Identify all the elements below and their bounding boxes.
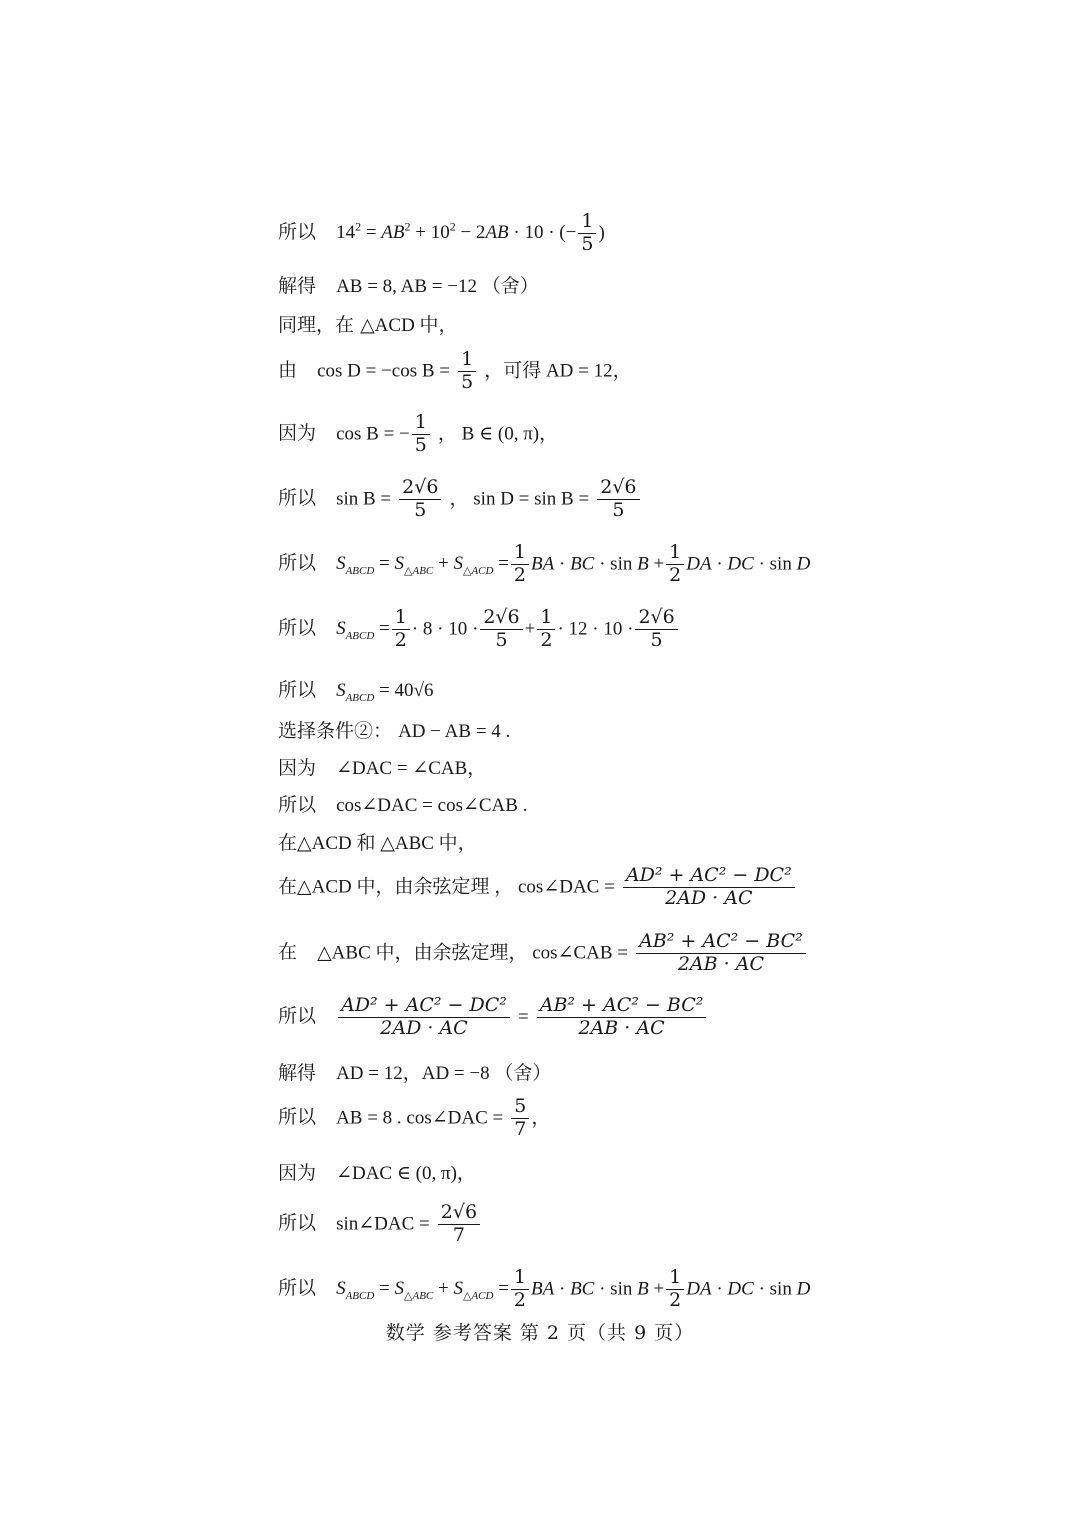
equation: $S_{ABCD} = S_{\triangle ABC} + S_{\triangle ACD}$ = xyxy=(336,1278,509,1303)
fraction: $\frac{1}{2}$ xyxy=(511,543,529,586)
equation: sin∠DAC = xyxy=(336,1213,430,1235)
line-15 xyxy=(278,932,808,975)
equation: $S_{ABCD} = S_{\triangle ABC} + S_{\triangle ACD}$ = xyxy=(336,553,509,578)
fraction: $\frac{1}{2}$ xyxy=(511,1268,529,1311)
fraction: $\frac{1}{2}$ xyxy=(392,608,410,651)
line-21: 所以 $S_{ABCD} = S_{\triangle ABC} + S_{\triangle ACD}$ = $\frac{1}{2}$ BA · BC · sin B + $\frac{1}{2}$ DA · DC · sin D xyxy=(278,1266,811,1311)
line-10 xyxy=(278,716,510,743)
line-18: 所以 AB = 8 . cos∠DAC = $\frac{5}{7}$ ， xyxy=(278,1095,551,1140)
page-footer: 数学 参考答案 第 2 页（共 9 页） xyxy=(385,1322,695,1344)
label: 解得 xyxy=(278,1062,317,1084)
equation: ，可得 AD = 12， xyxy=(484,360,632,382)
label: 所以 xyxy=(278,1005,317,1028)
fraction: $\frac{2√6}{5}$ xyxy=(635,608,677,651)
line-3 xyxy=(278,310,458,337)
line-17 xyxy=(278,1058,551,1085)
equation: $S_{ABCD} = 40√6$ xyxy=(336,680,434,704)
label: 所以 xyxy=(278,221,317,244)
line-13 xyxy=(278,828,477,855)
label: 选择条件②： xyxy=(278,720,393,742)
fraction: $\frac{\text{AD² + AC² − DC²}}{2AD \cdot AC}$ xyxy=(338,996,510,1039)
equation: cos D = −cos B = xyxy=(317,360,451,382)
line-11 xyxy=(278,753,486,780)
text: △ACD 和 △ABC 中， xyxy=(297,833,477,854)
line-9 xyxy=(278,675,433,704)
line-19 xyxy=(278,1158,476,1185)
equation: cos B = − xyxy=(336,423,410,445)
label: 因为 xyxy=(278,422,317,445)
equation: $14^2 = AB^2 + 10^2 - 2AB \cdot 10$ · (− xyxy=(336,220,577,244)
equation: ， sin D = sin B = xyxy=(449,488,590,510)
fraction: $\frac{\text{AB² + AC² − BC²}}{2AB \cdot AC}$ xyxy=(537,996,707,1039)
equation: sin B = xyxy=(336,488,392,510)
equation: AD − AB = 4 . xyxy=(398,721,511,742)
line-7: 所以 $S_{ABCD} = S_{\triangle ABC} + S_{\triangle ACD}$ = $\frac{1}{2}$ BA · BC · sin B + $\frac{1}{2}$ DA · DC · sin D xyxy=(278,541,811,586)
equation: AB = 8, AB = −12 （舍） xyxy=(336,276,539,297)
line-12 xyxy=(278,790,527,817)
fraction: $\frac{1}{2}$ xyxy=(537,608,555,651)
equation: △ABC 中，由余弦定理， cos∠CAB = xyxy=(317,942,629,964)
label: 在 xyxy=(278,875,298,898)
text: △ACD 中， xyxy=(360,315,458,336)
line-6 xyxy=(278,478,642,521)
line-4 xyxy=(278,350,632,393)
label: 因为 xyxy=(278,1162,317,1184)
fraction: $\frac{1}{5}$ xyxy=(458,350,476,393)
line-20 xyxy=(278,1203,482,1246)
fraction: $\frac{2√6}{5}$ xyxy=(480,608,522,651)
equation: AD = 12，AD = −8 （舍） xyxy=(336,1063,552,1084)
equation: AB = 8 . cos∠DAC = xyxy=(336,1107,504,1129)
line-1: 所以 $14^2 = AB^2 + 10^2 - 2AB \cdot 10$ · (− $\frac{1}{5}$ ) xyxy=(278,210,605,255)
equation: ∠DAC = ∠CAB， xyxy=(336,758,487,779)
label: 所以 xyxy=(278,617,317,640)
equation: ∠DAC ∈ (0, π)， xyxy=(336,1163,476,1184)
label: 所以 xyxy=(278,552,317,575)
label: 解得 xyxy=(278,275,317,297)
line-16: 所以 $\frac{\text{AD² + AC² − DC²}}{2AD \cdot AC}$ = $\frac{\text{AB² + AC² − BC²}}{2AB \cdot AC}$ xyxy=(278,996,708,1039)
label: 在 xyxy=(278,832,298,854)
label: 所以 xyxy=(278,794,317,816)
label: 同理，在 xyxy=(278,314,355,336)
label: 所以 xyxy=(278,1106,317,1129)
label: 在 xyxy=(278,941,298,964)
fraction: $\frac{\text{AB² + AC² − BC²}}{2AB \cdot AC}$ xyxy=(636,932,806,975)
fraction: $\frac{1}{5}$ xyxy=(578,212,596,255)
fraction: $\frac{1}{2}$ xyxy=(666,1268,684,1311)
fraction: $\frac{2√6}{5}$ xyxy=(597,478,639,521)
equation: ， B ∈ (0, π)， xyxy=(437,423,559,445)
label: 所以 xyxy=(278,1277,317,1300)
fraction: $\frac{5}{7}$ xyxy=(511,1097,529,1140)
label: 因为 xyxy=(278,757,317,779)
fraction: $\frac{1}{5}$ xyxy=(412,413,430,456)
line-5 xyxy=(278,413,558,456)
label: 所以 xyxy=(278,487,317,510)
label: 所以 xyxy=(278,1212,317,1235)
label: 由 xyxy=(278,359,298,382)
equation: △ACD 中，由余弦定理 ， cos∠DAC = xyxy=(297,876,615,898)
fraction: $\frac{1}{2}$ xyxy=(666,543,684,586)
label: 所以 xyxy=(278,679,317,701)
equation: $S_{ABCD}$ = xyxy=(336,618,390,643)
fraction: $\frac{2√6}{5}$ xyxy=(399,478,441,521)
fraction: $\frac{2√6}{7}$ xyxy=(438,1203,480,1246)
line-2 xyxy=(278,271,539,298)
line-8: 所以 $S_{ABCD}$ = $\frac{1}{2}$ · 8 · 10 · $\frac{2√6}{5}$ + $\frac{1}{2}$ · 12 · 10 · $\frac{2√6}{5}$ xyxy=(278,608,680,651)
line-14 xyxy=(278,866,797,909)
fraction: $\frac{\text{AD² + AC² − DC²}}{2AD \cdot AC}$ xyxy=(623,866,795,909)
equation: cos∠DAC = cos∠CAB . xyxy=(336,795,528,816)
